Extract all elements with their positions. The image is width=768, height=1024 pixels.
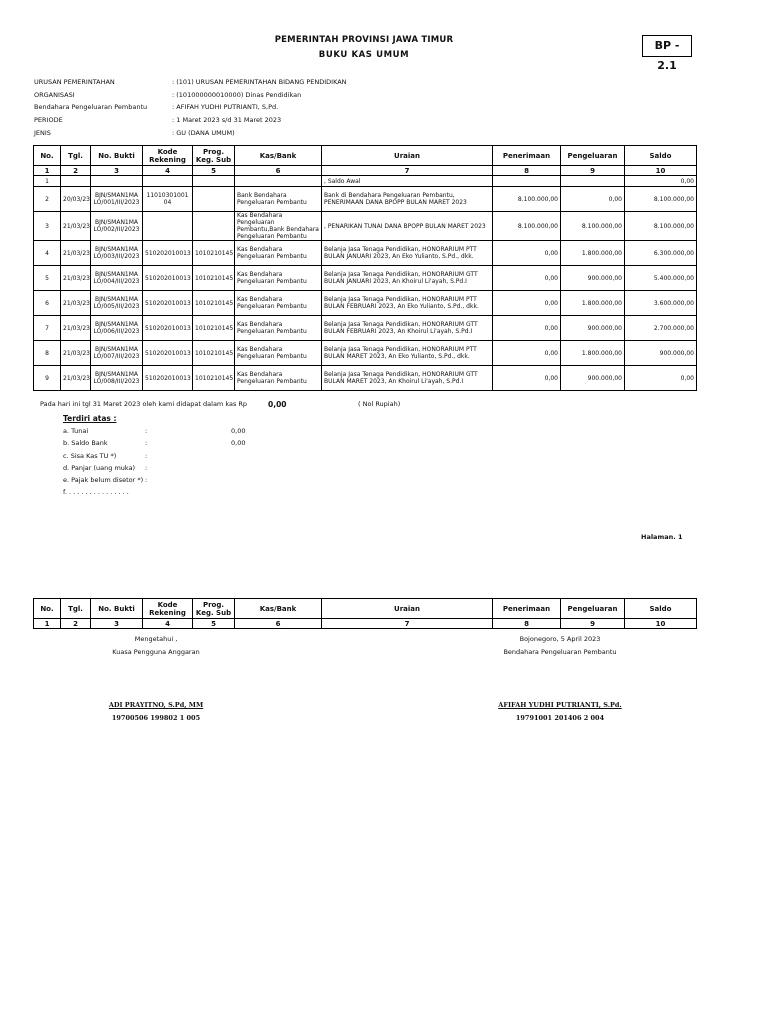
col-number: 9 [561, 166, 625, 176]
cell-prog: 1010210145 [193, 366, 235, 391]
table-row [34, 291, 697, 316]
cell-prog [193, 187, 235, 212]
col-header: Penerimaan [493, 146, 561, 166]
ledger-table [33, 145, 697, 391]
cell-saldo: 8.100.000,00 [625, 212, 697, 241]
col-header: Tgl. [61, 146, 91, 166]
col-number: 4 [143, 166, 193, 176]
summary-item-colon: : [145, 476, 148, 484]
signature-left-nip: 19700506 199802 1 005 [111, 714, 201, 722]
col-header: Pengeluaran [561, 146, 625, 166]
col-header: No. Bukti [91, 146, 143, 166]
col-header: Pengeluaran [561, 599, 625, 619]
cell-kas: Kas Bendahara Pengeluaran Pembantu [235, 316, 322, 341]
table-row [34, 341, 697, 366]
summary-item-colon: : [145, 464, 148, 472]
cell-tgl: 21/03/23 [61, 366, 91, 391]
table-header-row [34, 146, 697, 166]
document-title-line1: PEMERINTAH PROVINSI JAWA TIMUR [274, 35, 454, 45]
cell-tgl: 21/03/23 [61, 266, 91, 291]
cell-bukti: BJN/SMAN1MA LO/001/III/2023 [91, 187, 143, 212]
col-number: 2 [61, 166, 91, 176]
column-number-row [34, 166, 697, 176]
cell-uraian: , Saldo Awal [322, 176, 493, 187]
column-number-row [34, 619, 697, 629]
cell-prog: 1010210145 [193, 266, 235, 291]
summary-item-label: a. Tunai [63, 427, 89, 435]
table-row [34, 212, 697, 241]
cell-no: 2 [34, 187, 61, 212]
cell-bukti: BJN/SMAN1MA LO/007/III/2023 [91, 341, 143, 366]
summary-amount-words: ( Nol Rupiah) [358, 400, 401, 408]
col-header: Prog. Keg. Sub [193, 599, 235, 619]
cell-kas: Kas Bendahara Pengeluaran Pembantu [235, 291, 322, 316]
cell-bukti: BJN/SMAN1MA LO/003/III/2023 [91, 241, 143, 266]
col-header: No. Bukti [91, 599, 143, 619]
terdiri-atas-label: Terdiri atas : [63, 414, 117, 423]
cell-penerimaan: 0,00 [493, 241, 561, 266]
cell-uraian: Belanja Jasa Tenaga Pendidikan, HONORARIUM GTT BULAN FEBRUARI 2023, An Khoirul Li'ayah, S.Pd.I [322, 316, 493, 341]
page-number: Halaman. 1 [641, 533, 683, 541]
meta-label: ORGANISASI [34, 91, 75, 99]
meta-label: URUSAN PEMERINTAHAN [34, 78, 115, 86]
cell-pengeluaran: 900.000,00 [561, 316, 625, 341]
signature-left-line2: Kuasa Pengguna Anggaran [112, 648, 200, 656]
meta-label: Bendahara Pengeluaran Pembantu [34, 103, 148, 111]
cell-no: 9 [34, 366, 61, 391]
table-row [34, 241, 697, 266]
col-header: No. [34, 599, 61, 619]
col-number: 5 [193, 619, 235, 629]
cell-prog: 1010210145 [193, 316, 235, 341]
cell-pengeluaran: 1.800.000,00 [561, 341, 625, 366]
cell-bukti [91, 176, 143, 187]
cell-tgl [61, 176, 91, 187]
col-header: Tgl. [61, 599, 91, 619]
cell-penerimaan: 0,00 [493, 316, 561, 341]
signature-right-line2: Bendahara Pengeluaran Pembantu [503, 648, 617, 656]
col-number: 1 [34, 166, 61, 176]
cell-prog: 1010210145 [193, 291, 235, 316]
signature-left-line1: Mengetahui , [134, 635, 178, 643]
cell-no: 6 [34, 291, 61, 316]
col-number: 1 [34, 619, 61, 629]
summary-item-value: 0,00 [231, 427, 246, 435]
cell-uraian: Belanja Jasa Tenaga Pendidikan, HONORARIUM GTT BULAN JANUARI 2023, An Khoirul Li'ayah, S.Pd.I [322, 266, 493, 291]
cell-uraian: Belanja Jasa Tenaga Pendidikan, HONORARIUM PTT BULAN JANUARI 2023, An Eko Yulianto, S.Pd., dkk. [322, 241, 493, 266]
ledger-table-header-repeat [33, 598, 697, 629]
summary-item-colon: : [145, 427, 148, 435]
cell-pengeluaran: 900.000,00 [561, 366, 625, 391]
col-header: Kas/Bank [235, 599, 322, 619]
cell-no: 4 [34, 241, 61, 266]
cell-pengeluaran: 0,00 [561, 187, 625, 212]
cell-kode: 510202010013 [143, 366, 193, 391]
col-number: 9 [561, 619, 625, 629]
cell-kode: 510202010013 [143, 241, 193, 266]
cell-penerimaan: 0,00 [493, 341, 561, 366]
col-number: 6 [235, 166, 322, 176]
cell-no: 1 [34, 176, 61, 187]
cell-tgl: 21/03/23 [61, 316, 91, 341]
signature-right-name: AFIFAH YUDHI PUTRIANTI, S.Pd. [498, 701, 622, 709]
cell-kas: Kas Bendahara Pengeluaran Pembantu [235, 341, 322, 366]
col-number: 8 [493, 166, 561, 176]
cell-pengeluaran: 1.800.000,00 [561, 241, 625, 266]
col-header: Uraian [322, 146, 493, 166]
col-number: 10 [625, 166, 697, 176]
cell-penerimaan: 0,00 [493, 291, 561, 316]
cell-saldo: 900.000,00 [625, 341, 697, 366]
summary-statement: Pada hari ini tgl 31 Maret 2023 oleh kami didapat dalam kas Rp [40, 400, 248, 408]
cell-saldo: 3.600.000,00 [625, 291, 697, 316]
cell-tgl: 21/03/23 [61, 341, 91, 366]
cell-prog: 1010210145 [193, 241, 235, 266]
signature-right-nip: 19791001 201406 2 004 [515, 714, 605, 722]
cell-tgl: 21/03/23 [61, 291, 91, 316]
col-header: Saldo [625, 146, 697, 166]
cell-penerimaan [493, 176, 561, 187]
meta-value: : (101000000010000) Dinas Pendidikan [172, 91, 302, 99]
col-number: 5 [193, 166, 235, 176]
col-header: Kas/Bank [235, 146, 322, 166]
document-title-line2: BUKU KAS UMUM [318, 50, 410, 60]
col-header: Kode Rekening [143, 146, 193, 166]
summary-item-label: b. Saldo Bank [63, 439, 108, 447]
cell-kode: 510202010013 [143, 266, 193, 291]
cell-tgl: 21/03/23 [61, 241, 91, 266]
col-header: Saldo [625, 599, 697, 619]
cell-uraian: Belanja Jasa Tenaga Pendidikan, HONORARIUM GTT BULAN MARET 2023, An Khoirul Li'ayah, S.Pd.I [322, 366, 493, 391]
col-header: Penerimaan [493, 599, 561, 619]
cell-pengeluaran: 8.100.000,00 [561, 212, 625, 241]
cell-prog [193, 176, 235, 187]
cell-no: 8 [34, 341, 61, 366]
col-header: No. [34, 146, 61, 166]
cell-bukti: BJN/SMAN1MA LO/006/III/2023 [91, 316, 143, 341]
cell-bukti: BJN/SMAN1MA LO/002/III/2023 [91, 212, 143, 241]
cell-pengeluaran: 900.000,00 [561, 266, 625, 291]
cell-kas: Kas Bendahara Pengeluaran Pembantu [235, 366, 322, 391]
cell-kode: 510202010013 [143, 291, 193, 316]
cell-saldo: 8.100.000,00 [625, 187, 697, 212]
table-row [34, 266, 697, 291]
meta-value: : GU (DANA UMUM) [172, 129, 235, 137]
col-number: 10 [625, 619, 697, 629]
cell-no: 3 [34, 212, 61, 241]
cell-prog [193, 212, 235, 241]
cell-kas: Kas Bendahara Pengeluaran Pembantu [235, 266, 322, 291]
cell-kas: Bank Bendahara Pengeluaran Pembantu [235, 187, 322, 212]
col-number: 2 [61, 619, 91, 629]
cell-saldo: 0,00 [625, 366, 697, 391]
cell-kode: 510202010013 [143, 316, 193, 341]
cell-uraian: , PENARIKAN TUNAI DANA BPOPP BULAN MARET 2023 [322, 212, 493, 241]
col-number: 6 [235, 619, 322, 629]
col-number: 7 [322, 166, 493, 176]
summary-amount: 0,00 [268, 400, 287, 409]
cell-kas [235, 176, 322, 187]
summary-item-label: f. . . . . . . . . . . . . . . . [63, 488, 129, 496]
cell-kas: Kas Bendahara Pengeluaran Pembantu,Bank Bendahara Pengeluaran Pembantu [235, 212, 322, 241]
cell-kode [143, 212, 193, 241]
table-row [34, 176, 697, 187]
table-row [34, 366, 697, 391]
cell-uraian: Belanja Jasa Tenaga Pendidikan, HONORARIUM PTT BULAN MARET 2023, An Eko Yulianto, S.Pd., dkk. [322, 341, 493, 366]
cell-bukti: BJN/SMAN1MA LO/005/III/2023 [91, 291, 143, 316]
table-row [34, 316, 697, 341]
cell-saldo: 5.400.000,00 [625, 266, 697, 291]
cell-tgl: 20/03/23 [61, 187, 91, 212]
cell-kode [143, 176, 193, 187]
col-number: 3 [91, 166, 143, 176]
summary-item-value: 0,00 [231, 439, 246, 447]
col-number: 8 [493, 619, 561, 629]
signature-right-line1: Bojonegoro, 5 April 2023 [519, 635, 601, 643]
col-header: Uraian [322, 599, 493, 619]
col-number: 7 [322, 619, 493, 629]
cell-kas: Kas Bendahara Pengeluaran Pembantu [235, 241, 322, 266]
meta-value: : (101) URUSAN PEMERINTAHAN BIDANG PENDIDIKAN [172, 78, 347, 86]
cell-uraian: Belanja Jasa Tenaga Pendidikan, HONORARIUM PTT BULAN FEBRUARI 2023, An Eko Yulianto, S.Pd., dkk. [322, 291, 493, 316]
signature-left-name: ADI PRAYITNO, S.Pd, MM [108, 701, 204, 709]
table-row [34, 187, 697, 212]
cell-kode: 1101030100104 [143, 187, 193, 212]
cell-bukti: BJN/SMAN1MA LO/004/III/2023 [91, 266, 143, 291]
cell-penerimaan: 8.100.000,00 [493, 187, 561, 212]
summary-item-label: d. Panjar (uang muka) [63, 464, 136, 472]
col-header: Kode Rekening [143, 599, 193, 619]
col-header: Prog. Keg. Sub [193, 146, 235, 166]
cell-pengeluaran [561, 176, 625, 187]
table-header-row [34, 599, 697, 619]
col-number: 3 [91, 619, 143, 629]
meta-label: JENIS [34, 129, 51, 137]
summary-item-colon: : [145, 452, 148, 460]
cell-no: 5 [34, 266, 61, 291]
meta-label: PERIODE [34, 116, 63, 124]
summary-item-label: c. Sisa Kas TU *) [63, 452, 117, 460]
cell-saldo: 0,00 [625, 176, 697, 187]
summary-item-colon: : [145, 439, 148, 447]
cell-prog: 1010210145 [193, 341, 235, 366]
cell-penerimaan: 0,00 [493, 366, 561, 391]
cell-saldo: 2.700.000,00 [625, 316, 697, 341]
cell-penerimaan: 8.100.000,00 [493, 212, 561, 241]
meta-value: : AFIFAH YUDHI PUTRIANTI, S,Pd. [172, 103, 279, 111]
form-code-box: BP - 2.1 [642, 35, 692, 57]
cell-tgl: 21/03/23 [61, 212, 91, 241]
cell-no: 7 [34, 316, 61, 341]
col-number: 4 [143, 619, 193, 629]
cell-bukti: BJN/SMAN1MA LO/008/III/2023 [91, 366, 143, 391]
cell-penerimaan: 0,00 [493, 266, 561, 291]
cell-uraian: Bank di Bendahara Pengeluaran Pembantu, PENERIMAAN DANA BPOPP BULAN MARET 2023 [322, 187, 493, 212]
summary-item-label: e. Pajak belum disetor *) [63, 476, 144, 484]
cell-kode: 510202010013 [143, 341, 193, 366]
meta-value: : 1 Maret 2023 s/d 31 Maret 2023 [172, 116, 282, 124]
cell-saldo: 6.300.000,00 [625, 241, 697, 266]
cell-pengeluaran: 1.800.000,00 [561, 291, 625, 316]
